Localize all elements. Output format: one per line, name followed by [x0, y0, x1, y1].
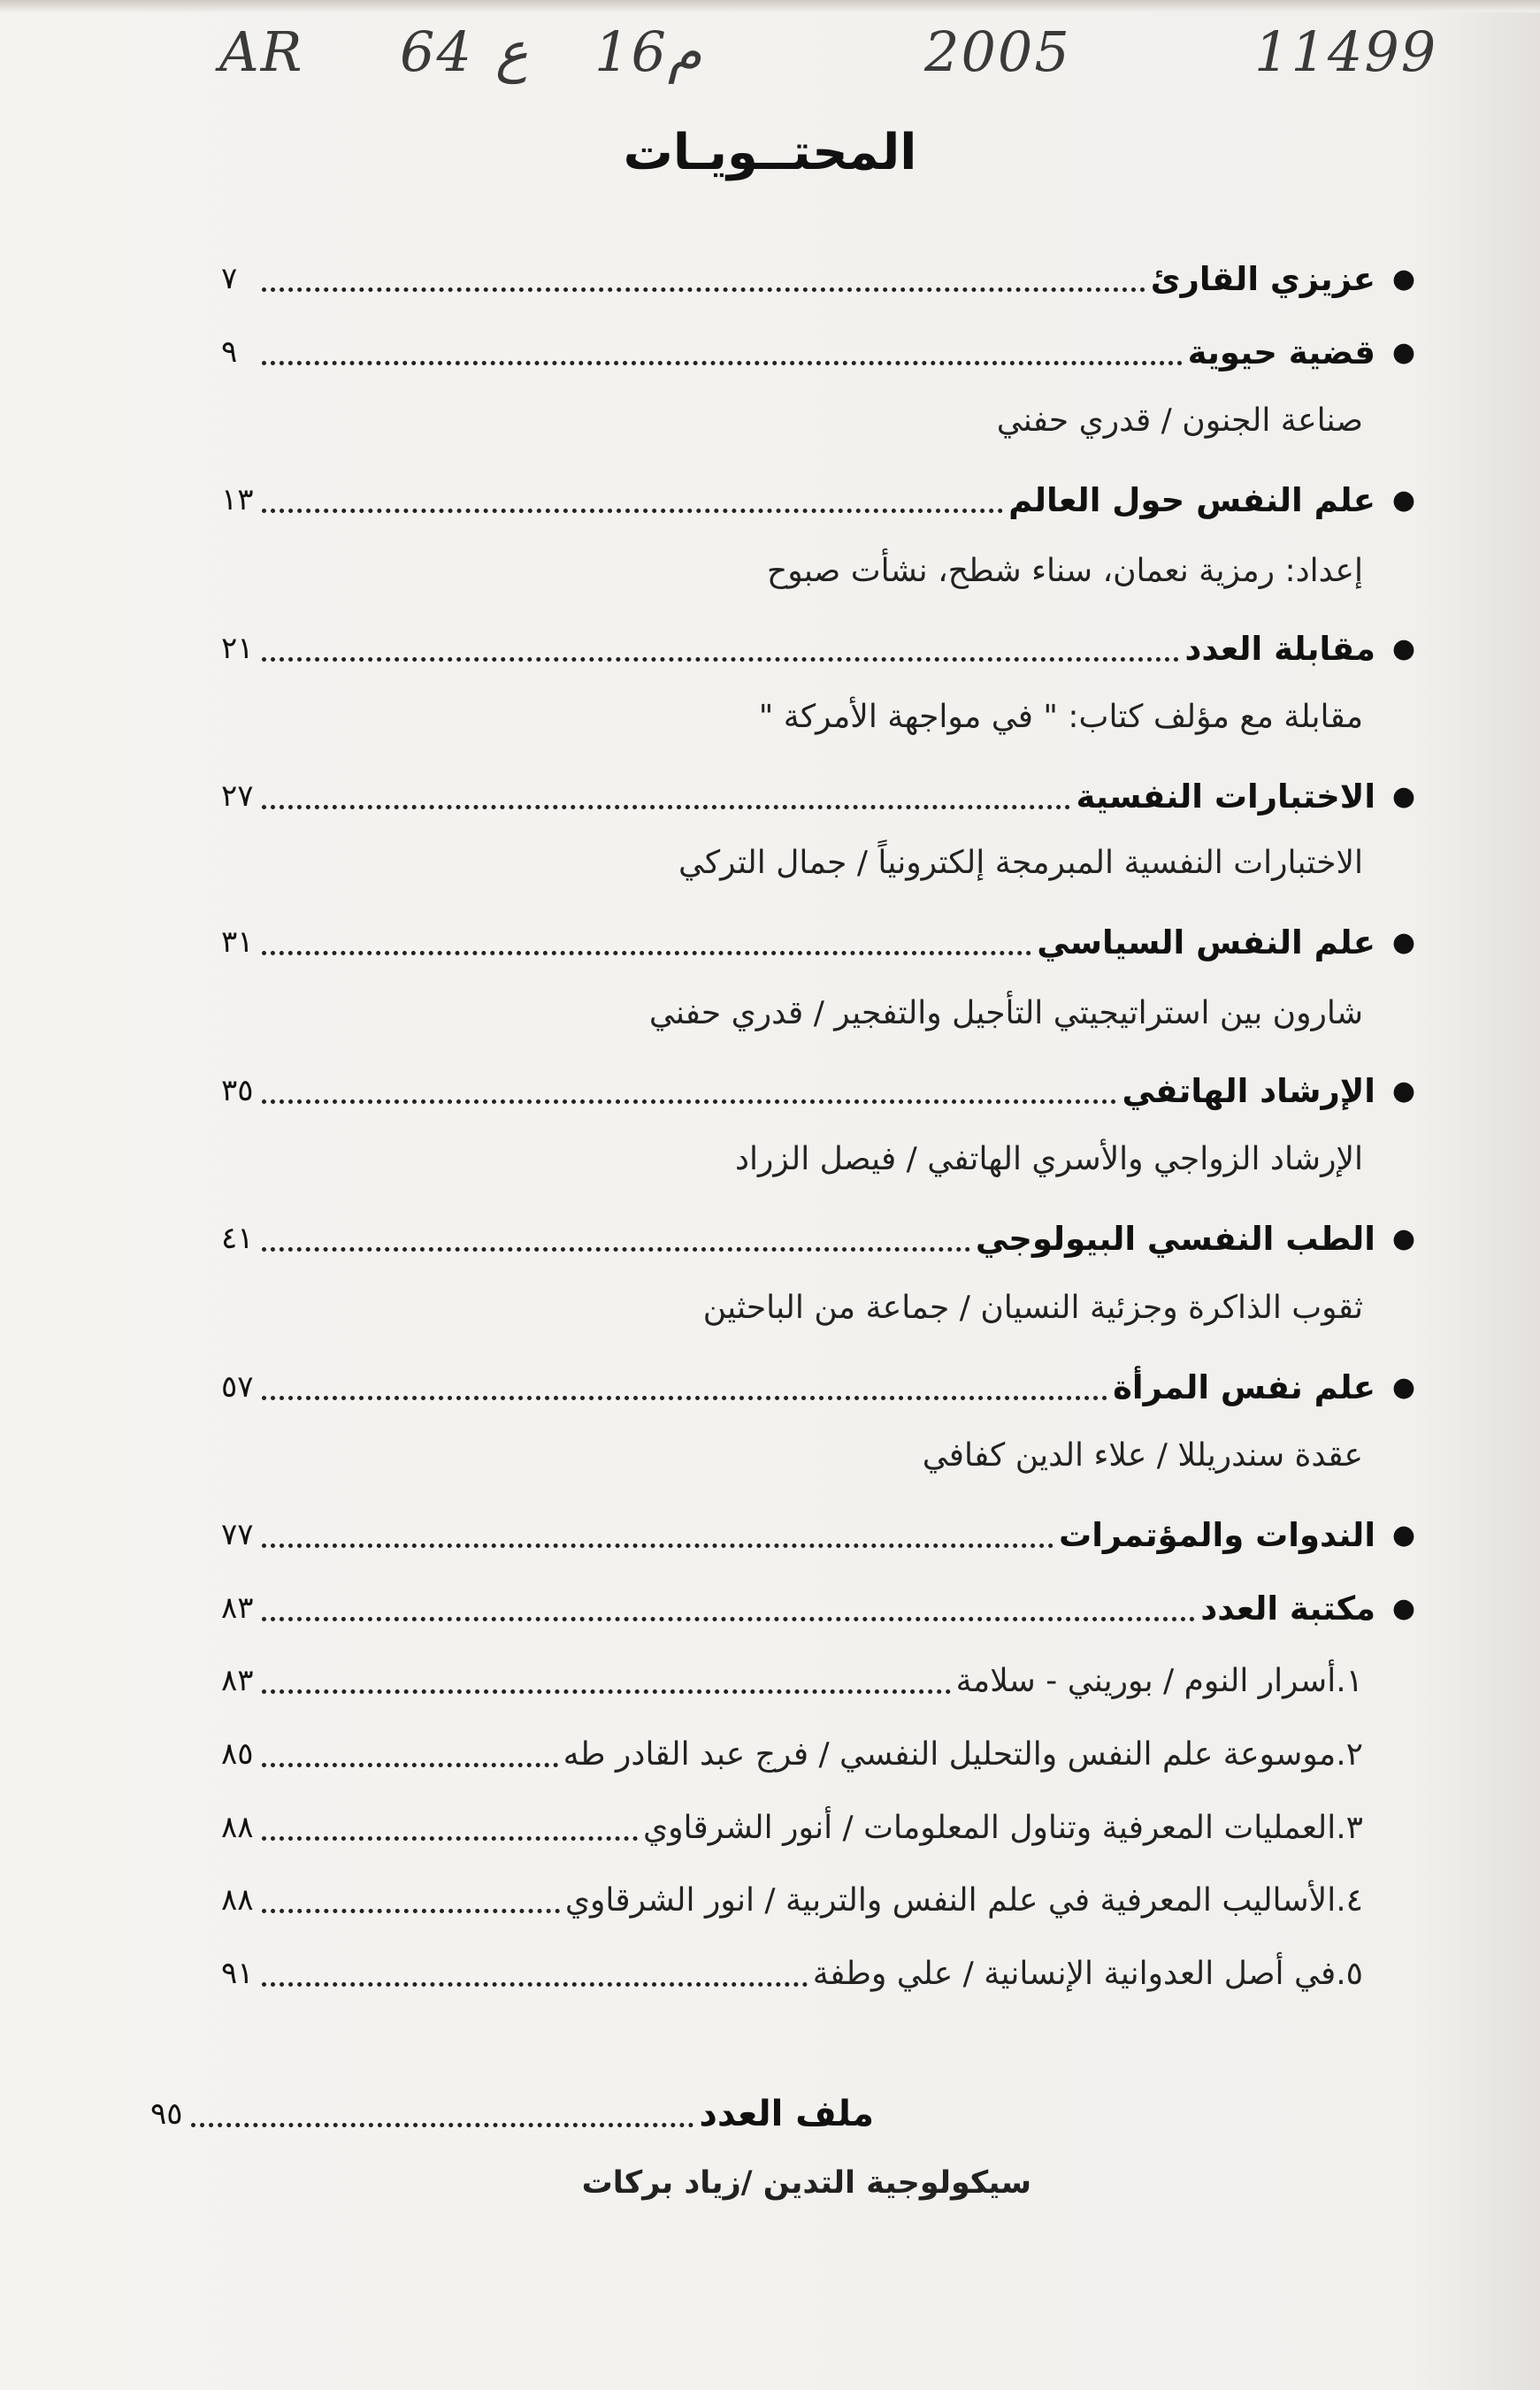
issue-file-subtitle: سيكولوجية التدين /زياد بركات [581, 2165, 1031, 2201]
library-item[interactable] [221, 1656, 1363, 1705]
library-item-label: ٥.في أصل العدوانية الإنسانية / علي وطفة [812, 1955, 1363, 1992]
bullet-icon: ● [1391, 1371, 1416, 1403]
toc-entry-subtitle: ثقوب الذاكرة وجزئية النسيان / جماعة من الباحثين [702, 1290, 1363, 1326]
bullet-icon: ● [1391, 632, 1416, 664]
library-item-label: ٤.الأساليب المعرفية في علم النفس والتربية / انور الشرقاوي [564, 1881, 1363, 1919]
toc-entry-label: عزيزي القارئ [1150, 259, 1375, 298]
issue-file-label: ملف العدد [699, 2094, 874, 2134]
dot-leader [262, 1617, 1195, 1621]
toc-page-number: ٨٣ [221, 1590, 254, 1626]
toc-entry-subtitle: الاختبارات النفسية المبرمجة إلكترونياً / جمال التركي [678, 845, 1363, 881]
toc-entry-label: الندوات والمؤتمرات [1059, 1515, 1375, 1554]
library-item-page: ٩١ [221, 1956, 254, 1991]
toc-entry[interactable] [221, 1064, 1416, 1117]
toc-entry-label: الاختبارات النفسية [1076, 777, 1375, 816]
library-item[interactable] [221, 1875, 1363, 1925]
dot-leader [262, 1763, 558, 1767]
library-item[interactable] [221, 1949, 1363, 1998]
library-item-page: ٨٨ [221, 1882, 254, 1918]
dot-leader [262, 1909, 560, 1913]
handwritten-note: 2005 [924, 19, 1071, 84]
library-item[interactable] [221, 1729, 1363, 1779]
toc-entry[interactable] [221, 770, 1416, 823]
dot-leader [262, 805, 1070, 809]
library-item-page: ٨٨ [221, 1810, 254, 1845]
bullet-icon: ● [1391, 263, 1416, 295]
handwritten-note: 11499 [1254, 19, 1438, 84]
toc-entry[interactable] [221, 1212, 1416, 1265]
toc-entry-label: علم النفس حول العالم [1008, 480, 1375, 519]
dot-leader [262, 1836, 638, 1841]
toc-entry-subtitle: شارون بين استراتيجيتي التأجيل والتفجير / قدري حفني [648, 995, 1363, 1031]
bullet-icon: ● [1391, 780, 1416, 812]
issue-file-page: ٩٥ [150, 2096, 183, 2132]
bullet-icon: ● [1391, 1519, 1416, 1551]
library-item-label: ١.أسرار النوم / بوريني - سلامة [955, 1662, 1363, 1699]
toc-entry-subtitle: عقدة سندريللا / علاء الدين كفافي [922, 1437, 1363, 1474]
handwritten-note: 64 [400, 19, 473, 84]
toc-entry[interactable] [221, 252, 1416, 305]
library-item[interactable] [221, 1803, 1363, 1852]
toc-entry[interactable] [221, 1360, 1416, 1413]
toc-entry-subtitle: الإرشاد الزواجي والأسري الهاتفي / فيصل الزراد [734, 1141, 1363, 1177]
toc-entry-subtitle: مقابلة مع مؤلف كتاب: " في مواجهة الأمركة " [758, 699, 1363, 735]
dot-leader [262, 1099, 1116, 1104]
bullet-icon: ● [1391, 1075, 1416, 1107]
toc-entry[interactable] [221, 915, 1416, 969]
dot-leader [262, 657, 1179, 662]
library-item-page: ٨٥ [221, 1736, 254, 1772]
toc-entry-subtitle: إعداد: رمزية نعمان، سناء شطح، نشأت صبوح [766, 553, 1363, 589]
toc-entry-label: الطب النفسي البيولوجي [975, 1219, 1375, 1258]
toc-entry-label: علم نفس المرأة [1113, 1367, 1375, 1406]
toc-page-number: ٧٧ [221, 1517, 254, 1552]
toc-page-number: ٧ [221, 261, 238, 296]
dot-leader [262, 1247, 970, 1252]
library-item-page: ٨٣ [221, 1663, 254, 1698]
toc-page-number: ٤١ [221, 1221, 254, 1256]
toc-page-number: ٣١ [221, 924, 254, 960]
library-item-label: ٢.موسوعة علم النفس والتحليل النفسي / فرج عبد القادر طه [563, 1735, 1363, 1773]
toc-entry[interactable] [221, 1582, 1416, 1635]
dot-leader [262, 951, 1031, 955]
handwritten-note: AR [219, 19, 304, 84]
dot-leader [262, 509, 1003, 513]
toc-page-number: ٣٥ [221, 1073, 254, 1108]
toc-entry[interactable] [221, 622, 1416, 675]
issue-file-entry[interactable] [150, 2087, 890, 2141]
toc-entry-label: مقابلة العدد [1184, 629, 1375, 668]
library-item-label: ٣.العمليات المعرفية وتناول المعلومات / أنور الشرقاوي [642, 1809, 1363, 1846]
handwritten-note: ع [495, 19, 528, 84]
toc-page-number: ٥٧ [221, 1369, 254, 1405]
toc-page-number: ١٣ [221, 482, 254, 517]
handwritten-note: 16 [594, 19, 668, 84]
bullet-icon: ● [1391, 1592, 1416, 1624]
toc-entry-label: مكتبة العدد [1200, 1589, 1375, 1628]
page-title: المحتــويـات [623, 124, 917, 181]
toc-entry-subtitle: صناعة الجنون / قدري حفني [996, 402, 1363, 439]
handwritten-note: م [668, 19, 702, 84]
toc-entry[interactable] [221, 326, 1416, 379]
dot-leader [262, 1982, 808, 1987]
bullet-icon: ● [1391, 926, 1416, 958]
dot-leader [262, 1396, 1107, 1400]
bullet-icon: ● [1391, 336, 1416, 368]
toc-page-number: ٢١ [221, 631, 254, 666]
dot-leader [262, 1544, 1053, 1548]
bullet-icon: ● [1391, 1222, 1416, 1254]
toc-entry[interactable] [221, 473, 1416, 526]
toc-entry-label: الإرشاد الهاتفي [1122, 1071, 1375, 1110]
toc-entry-label: علم النفس السياسي [1037, 923, 1375, 961]
dot-leader [262, 361, 1183, 365]
dot-leader [191, 2123, 693, 2127]
toc-page-number: ٩ [221, 334, 238, 370]
bullet-icon: ● [1391, 484, 1416, 516]
dot-leader [262, 287, 1145, 292]
dot-leader [262, 1689, 951, 1694]
toc-entry[interactable] [221, 1508, 1416, 1561]
toc-page-number: ٢٧ [221, 778, 254, 814]
toc-entry-label: قضية حيوية [1187, 333, 1375, 372]
